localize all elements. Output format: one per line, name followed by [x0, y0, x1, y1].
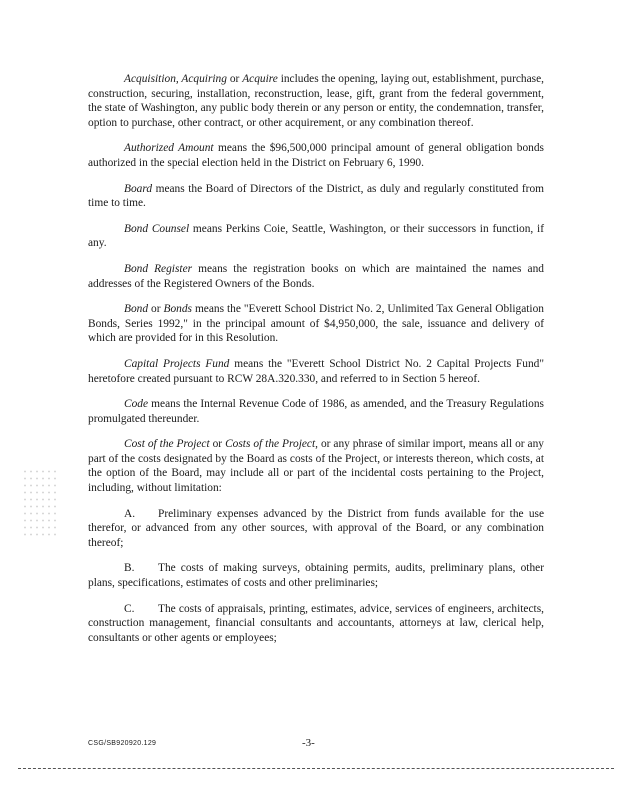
defined-term: Cost of the Project — [124, 438, 210, 451]
definition-text: , or any phrase of similar import, means all or any part of the costs designated by the Board as costs of the Project, or interests thereon, which costs, at the option of the Board, may include all or part of the incidental costs pertaining to the Project, including, without limitation: — [88, 438, 544, 495]
list-item-text: The costs of making surveys, obtaining permits, audits, preliminary plans, other plans, specifications, estimates of costs and other preliminaries; — [88, 562, 544, 590]
defined-term-alt: Acquire — [242, 73, 278, 85]
definition-paragraph — [88, 182, 544, 211]
definition-text: means the registration books on which are maintained the names and addresses of the Registered Owners of the Bonds. — [88, 262, 544, 290]
definition-text: means the "Everett School District No. 2 Capital Projects Fund" heretofore created pursuant to RCW 28A.320.330, and referred to in Section 5 hereof. — [88, 357, 545, 385]
list-item-label: B. — [124, 562, 135, 575]
definition-text: means the Internal Revenue Code of 1986, as amended, and the Treasury Regulations promulgated thereunder. — [88, 398, 544, 425]
definition-text: includes the opening, laying out, establishment, purchase, construction, securing, installation, reconstruction, lease, gift, grant from the federal government, the state of Washington, any public body therein or any person or entity, the condemnation, transfer, option to purchase, other contract, or other acquirement, or any combination thereof. — [88, 73, 544, 129]
definition-paragraph: Bond or Bonds means the "Everett School District No. 2, Unlimited Tax General Obligation Bonds, Series 1992," in the principal amount of $4,950,000, the sale, issuance and delivery of which are provided for in this Resolution. — [88, 303, 544, 345]
list-item — [88, 602, 544, 646]
defined-term: Bond — [124, 303, 149, 316]
defined-term-alt: Costs of the Project — [225, 438, 316, 451]
footer-rule — [18, 768, 614, 769]
footer-document-code: CSG/SB920920.129 — [88, 740, 157, 747]
defined-term: Acquisition, Acquiring — [124, 73, 227, 85]
list-item-text: Preliminary expenses advanced by the District from funds available for the use therefor, or advanced from any other sources, with approval of the Board, or any combination thereof; — [88, 507, 544, 549]
definition-text: means the "Everett School District No. 2, Unlimited Tax General Obligation Bonds, Series 1992," in the principal amount of $4,950,000, the sale, issuance and delivery of which are provided for in this Resolution. — [88, 303, 544, 345]
list-item-text: The costs of appraisals, printing, estimates, advice, services of engineers, architects, construction management, financial consultants and accountants, attorneys at law, clerical help, consultants or other agents or employees; — [88, 602, 544, 644]
defined-term: Board — [124, 182, 153, 195]
scan-speckle — [22, 468, 60, 538]
definition-text: means the Board of Directors of the District, as duly and regularly constituted from time to time. — [88, 182, 544, 210]
document-body — [88, 72, 544, 656]
defined-term-alt: Bonds — [163, 303, 192, 316]
definition-paragraph — [88, 141, 544, 170]
definition-text: means Perkins Coie, Seattle, Washington, or their successors in function, if any. — [88, 222, 544, 250]
list-item-label: C. — [124, 602, 135, 615]
definition-paragraph: Cost of the Project or Costs of the Project, or any phrase of similar import, means all or any part of the costs designated by the Board as costs of the Project, or interests thereon, which costs, at the option of the Board, may include all or part of the incidental costs pertaining to the Project, including, without limitation: — [88, 438, 544, 495]
list-item-label: A. — [124, 507, 136, 520]
defined-term: Code — [124, 398, 149, 411]
list-item — [88, 561, 544, 590]
defined-term: Authorized Amount — [124, 142, 214, 155]
definition-paragraph — [88, 262, 544, 291]
definition-text: means the $96,500,000 principal amount of general obligation bonds authorized in the special election held in the District on February 6, 1990. — [88, 142, 544, 169]
defined-term: Capital Projects Fund — [124, 357, 230, 370]
definition-paragraph — [88, 397, 544, 426]
definition-paragraph — [88, 357, 544, 386]
page-number: -3- — [302, 737, 315, 749]
defined-term: Bond Counsel — [124, 222, 190, 235]
definition-paragraph — [88, 222, 544, 251]
defined-term: Bond Register — [124, 262, 193, 275]
definition-paragraph: Acquisition, Acquiring or Acquire includes the opening, laying out, establishment, purchase, construction, securing, installation, reconstruction, lease, gift, grant from the federal government, the state of Washington, any public body therein or any person or entity, the condemnation, transfer, option to purchase, other contract, or other acquirement, or any combination thereof. — [88, 73, 544, 129]
list-item — [88, 507, 544, 551]
